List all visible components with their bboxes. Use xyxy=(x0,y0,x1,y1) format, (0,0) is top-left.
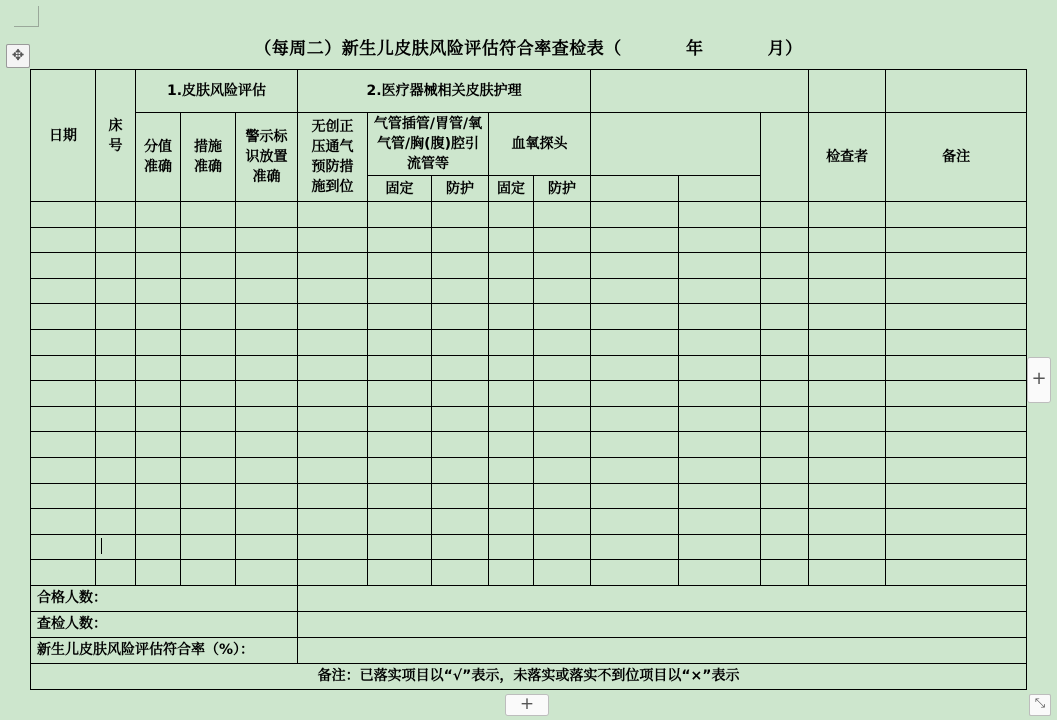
table-cell[interactable] xyxy=(236,381,298,407)
header-tubes: 气管插管/胃管/氧气管/胸(腹)腔引流管等 xyxy=(368,113,489,176)
table-cell[interactable] xyxy=(298,560,368,586)
table-cell[interactable] xyxy=(591,509,679,535)
table-row xyxy=(31,432,1027,458)
table-cell[interactable] xyxy=(181,381,236,407)
table-cell[interactable] xyxy=(432,534,489,560)
table-cell[interactable] xyxy=(136,202,181,228)
table-cell[interactable] xyxy=(679,406,761,432)
table-cell[interactable] xyxy=(298,432,368,458)
table-cell[interactable] xyxy=(886,227,1027,253)
table-cell[interactable] xyxy=(534,329,591,355)
table-cell[interactable] xyxy=(181,560,236,586)
table-cell[interactable] xyxy=(96,329,136,355)
table-cell[interactable] xyxy=(432,381,489,407)
table-cell[interactable] xyxy=(31,329,96,355)
table-cell[interactable] xyxy=(591,202,679,228)
header-score-accurate: 分值准确 xyxy=(136,113,181,202)
table-cell[interactable] xyxy=(489,355,534,381)
table-cell[interactable] xyxy=(298,304,368,330)
table-cell[interactable] xyxy=(809,355,886,381)
table-cell[interactable] xyxy=(368,560,432,586)
table-cell[interactable] xyxy=(591,304,679,330)
table-cell[interactable] xyxy=(96,457,136,483)
table-cell[interactable] xyxy=(534,432,591,458)
table-cell[interactable] xyxy=(432,202,489,228)
table-cell[interactable] xyxy=(886,304,1027,330)
table-cell[interactable] xyxy=(591,329,679,355)
table-cell[interactable] xyxy=(591,483,679,509)
table-cell[interactable] xyxy=(96,432,136,458)
table-cell[interactable] xyxy=(96,381,136,407)
table-row xyxy=(31,329,1027,355)
table-row xyxy=(31,483,1027,509)
table-cell[interactable] xyxy=(96,227,136,253)
table-cell[interactable] xyxy=(809,329,886,355)
table-cell[interactable] xyxy=(181,406,236,432)
qualified-count-value[interactable] xyxy=(298,585,1027,611)
table-cell[interactable] xyxy=(96,483,136,509)
table-cell[interactable] xyxy=(31,278,96,304)
table-row xyxy=(31,381,1027,407)
table-cell[interactable] xyxy=(761,483,809,509)
table-cell[interactable] xyxy=(886,355,1027,381)
table-cell[interactable] xyxy=(886,560,1027,586)
table-cell[interactable] xyxy=(591,278,679,304)
table-cell[interactable] xyxy=(886,381,1027,407)
table-cell[interactable] xyxy=(368,355,432,381)
table-cell[interactable] xyxy=(679,202,761,228)
table-cell[interactable] xyxy=(96,278,136,304)
table-cell[interactable] xyxy=(236,304,298,330)
table-cell[interactable] xyxy=(31,483,96,509)
text-cursor xyxy=(101,538,102,554)
table-cell[interactable] xyxy=(136,432,181,458)
table-cell[interactable] xyxy=(136,560,181,586)
table-cell[interactable] xyxy=(181,278,236,304)
table-cell[interactable] xyxy=(31,534,96,560)
table-cell[interactable] xyxy=(432,227,489,253)
table-cell[interactable] xyxy=(368,483,432,509)
table-cell[interactable] xyxy=(96,560,136,586)
table-cell[interactable] xyxy=(679,329,761,355)
table-cell[interactable] xyxy=(591,227,679,253)
add-column-plus-icon[interactable]: + xyxy=(1027,357,1051,403)
table-cell[interactable] xyxy=(591,253,679,279)
table-cell[interactable] xyxy=(761,253,809,279)
table-cell[interactable] xyxy=(761,304,809,330)
header-ncpap: 无创正压通气预防措施到位 xyxy=(298,113,368,202)
table-cell[interactable] xyxy=(181,534,236,560)
table-cell[interactable] xyxy=(886,278,1027,304)
table-cell[interactable] xyxy=(534,227,591,253)
compliance-rate-label: 新生儿皮肤风险评估符合率（%）： xyxy=(31,637,298,663)
checklist-table xyxy=(30,69,1027,690)
footer-note: 备注：已落实项目以“√”表示，未落实或落实不到位项目以“×”表示 xyxy=(31,663,1027,689)
table-cell[interactable] xyxy=(591,432,679,458)
table-cell[interactable] xyxy=(534,483,591,509)
table-cell[interactable] xyxy=(31,560,96,586)
table-cell[interactable] xyxy=(534,534,591,560)
table-cell[interactable] xyxy=(886,457,1027,483)
table-cell[interactable] xyxy=(489,406,534,432)
table-cell[interactable] xyxy=(534,509,591,535)
table-cell[interactable] xyxy=(96,509,136,535)
table-cell[interactable] xyxy=(591,355,679,381)
table-cell[interactable] xyxy=(368,329,432,355)
table-cell[interactable] xyxy=(432,457,489,483)
table-cell[interactable] xyxy=(181,483,236,509)
table-cell[interactable] xyxy=(368,304,432,330)
blank-header-cell xyxy=(591,113,761,176)
header-bed: 床号 xyxy=(96,70,136,202)
table-cell[interactable] xyxy=(886,253,1027,279)
table-cell[interactable] xyxy=(31,253,96,279)
header-measure-accurate: 措施准确 xyxy=(181,113,236,202)
blank-header-cell xyxy=(591,70,809,113)
table-cell[interactable] xyxy=(31,355,96,381)
table-cell[interactable] xyxy=(489,227,534,253)
table-cell[interactable] xyxy=(31,432,96,458)
table-cell[interactable] xyxy=(181,509,236,535)
table-cell[interactable] xyxy=(136,534,181,560)
table-cell[interactable] xyxy=(236,457,298,483)
table-cell[interactable] xyxy=(136,483,181,509)
table-cell[interactable] xyxy=(679,432,761,458)
table-cell[interactable] xyxy=(534,278,591,304)
table-cell[interactable] xyxy=(298,202,368,228)
table-cell[interactable] xyxy=(298,253,368,279)
table-cell[interactable] xyxy=(298,483,368,509)
table-cell[interactable] xyxy=(886,509,1027,535)
table-cell[interactable] xyxy=(489,202,534,228)
table-cell[interactable] xyxy=(432,432,489,458)
table-cell[interactable] xyxy=(136,304,181,330)
table-cell[interactable] xyxy=(534,381,591,407)
blank-header-cell xyxy=(761,113,809,202)
table-cell[interactable] xyxy=(489,560,534,586)
table-cell[interactable] xyxy=(591,406,679,432)
header-spo2-probe: 血氧探头 xyxy=(489,113,591,176)
table-cell[interactable] xyxy=(679,304,761,330)
table-cell[interactable] xyxy=(761,509,809,535)
table-cell[interactable] xyxy=(489,381,534,407)
table-cell[interactable] xyxy=(534,304,591,330)
table-cell[interactable] xyxy=(809,227,886,253)
table-cell[interactable] xyxy=(489,432,534,458)
table-cell[interactable] xyxy=(181,355,236,381)
table-cell[interactable] xyxy=(534,355,591,381)
table-cell[interactable] xyxy=(591,381,679,407)
table-cell[interactable] xyxy=(181,253,236,279)
table-row xyxy=(31,278,1027,304)
header-checker: 检查者 xyxy=(809,113,886,202)
table-cell[interactable] xyxy=(236,202,298,228)
table-cell[interactable] xyxy=(489,329,534,355)
page-title: （每周二）新生儿皮肤风险评估符合率查检表（ 年 月） xyxy=(254,39,803,59)
table-cell[interactable] xyxy=(886,432,1027,458)
blank-header-cell xyxy=(679,176,761,202)
table-cell[interactable] xyxy=(96,355,136,381)
table-cell[interactable] xyxy=(534,560,591,586)
qualified-count-label: 合格人数： xyxy=(31,585,298,611)
table-cell[interactable] xyxy=(298,457,368,483)
table-cell[interactable] xyxy=(96,253,136,279)
table-resize-icon[interactable]: ⤡ xyxy=(1029,694,1051,716)
table-cell[interactable] xyxy=(761,278,809,304)
header-date: 日期 xyxy=(31,70,96,202)
table-cell[interactable] xyxy=(236,355,298,381)
table-cell[interactable] xyxy=(136,406,181,432)
table-cell[interactable] xyxy=(136,355,181,381)
table-cell[interactable] xyxy=(236,560,298,586)
table-cell[interactable] xyxy=(489,457,534,483)
table-cell[interactable] xyxy=(181,457,236,483)
table-cell[interactable] xyxy=(761,355,809,381)
table-row xyxy=(31,457,1027,483)
table-cell[interactable] xyxy=(298,406,368,432)
table-cell[interactable] xyxy=(136,509,181,535)
table-row xyxy=(31,304,1027,330)
table-cell[interactable] xyxy=(809,406,886,432)
table-cell[interactable] xyxy=(432,304,489,330)
checked-count-value[interactable] xyxy=(298,611,1027,637)
table-cell[interactable] xyxy=(679,227,761,253)
table-cell[interactable] xyxy=(679,278,761,304)
table-cell[interactable] xyxy=(761,329,809,355)
header-remarks: 备注 xyxy=(886,113,1027,202)
table-cell[interactable] xyxy=(31,304,96,330)
table-cell[interactable] xyxy=(489,278,534,304)
table-cell[interactable] xyxy=(591,560,679,586)
header-tube-fix: 固定 xyxy=(368,176,432,202)
table-cell[interactable] xyxy=(136,253,181,279)
table-row xyxy=(31,227,1027,253)
table-cell[interactable] xyxy=(31,381,96,407)
add-row-plus-icon[interactable]: + xyxy=(505,694,549,716)
table-cell[interactable] xyxy=(368,381,432,407)
header-tube-protect: 防护 xyxy=(432,176,489,202)
table-cell[interactable] xyxy=(432,509,489,535)
table-body xyxy=(31,70,1027,690)
table-cell[interactable] xyxy=(368,278,432,304)
table-row xyxy=(31,509,1027,535)
table-cell[interactable] xyxy=(761,534,809,560)
table-row xyxy=(31,253,1027,279)
table-cell[interactable] xyxy=(534,202,591,228)
table-cell[interactable] xyxy=(432,278,489,304)
blank-header-cell xyxy=(886,70,1027,113)
table-cell[interactable] xyxy=(236,227,298,253)
checklist-table-wrap xyxy=(30,69,1027,690)
blank-header-cell xyxy=(591,176,679,202)
table-cell[interactable] xyxy=(236,483,298,509)
table-cell[interactable] xyxy=(136,457,181,483)
checked-count-label: 查检人数： xyxy=(31,611,298,637)
table-cell[interactable] xyxy=(679,534,761,560)
table-cell[interactable] xyxy=(809,381,886,407)
table-cell[interactable] xyxy=(761,560,809,586)
table-cell[interactable] xyxy=(432,560,489,586)
table-cell[interactable] xyxy=(368,509,432,535)
table-cell[interactable] xyxy=(886,534,1027,560)
table-cell[interactable] xyxy=(298,329,368,355)
table-cell[interactable] xyxy=(489,509,534,535)
table-cell[interactable] xyxy=(761,457,809,483)
table-cell[interactable] xyxy=(236,534,298,560)
table-cell[interactable] xyxy=(679,560,761,586)
table-row xyxy=(31,560,1027,586)
table-cell[interactable] xyxy=(591,457,679,483)
table-cell[interactable] xyxy=(489,304,534,330)
table-cell[interactable] xyxy=(809,534,886,560)
table-cell[interactable] xyxy=(368,406,432,432)
header-warning-sign: 警示标识放置准确 xyxy=(236,113,298,202)
table-cell[interactable] xyxy=(761,202,809,228)
table-cell[interactable] xyxy=(489,534,534,560)
table-cell[interactable] xyxy=(368,202,432,228)
table-cell[interactable] xyxy=(368,534,432,560)
table-cell[interactable] xyxy=(31,202,96,228)
table-cell[interactable] xyxy=(96,304,136,330)
table-cell[interactable] xyxy=(809,253,886,279)
header-probe-fix: 固定 xyxy=(489,176,534,202)
table-cell[interactable] xyxy=(368,432,432,458)
table-cell[interactable] xyxy=(761,432,809,458)
table-row xyxy=(31,406,1027,432)
table-cell[interactable] xyxy=(298,355,368,381)
table-cell[interactable] xyxy=(298,278,368,304)
table-cell[interactable] xyxy=(886,483,1027,509)
table-cell[interactable] xyxy=(679,509,761,535)
table-cell[interactable] xyxy=(489,253,534,279)
table-cell[interactable] xyxy=(31,406,96,432)
page-corner-mark xyxy=(14,6,39,27)
table-cell[interactable] xyxy=(368,253,432,279)
table-cell[interactable] xyxy=(432,253,489,279)
table-cell[interactable] xyxy=(181,329,236,355)
table-cell[interactable] xyxy=(679,483,761,509)
header-skin-risk: 1.皮肤风险评估 xyxy=(136,70,298,113)
table-cell[interactable] xyxy=(31,457,96,483)
table-cell[interactable] xyxy=(236,432,298,458)
table-cell[interactable] xyxy=(368,227,432,253)
table-cell[interactable] xyxy=(679,355,761,381)
table-cell[interactable] xyxy=(432,483,489,509)
table-move-icon[interactable]: ✥ xyxy=(6,44,30,68)
table-cell[interactable] xyxy=(534,457,591,483)
table-cell[interactable] xyxy=(181,227,236,253)
table-cell[interactable] xyxy=(432,406,489,432)
table-cell[interactable] xyxy=(31,509,96,535)
table-cell[interactable] xyxy=(298,227,368,253)
blank-header-cell xyxy=(809,70,886,113)
compliance-rate-value[interactable] xyxy=(298,637,1027,663)
table-cell[interactable] xyxy=(96,202,136,228)
table-row xyxy=(31,534,1027,560)
table-cell[interactable] xyxy=(809,304,886,330)
table-cell[interactable] xyxy=(298,509,368,535)
table-row xyxy=(31,355,1027,381)
table-cell[interactable] xyxy=(236,253,298,279)
table-cell[interactable] xyxy=(298,534,368,560)
table-cell[interactable] xyxy=(432,329,489,355)
table-cell[interactable] xyxy=(534,253,591,279)
table-cell[interactable] xyxy=(236,329,298,355)
table-cell[interactable] xyxy=(136,227,181,253)
table-cell[interactable] xyxy=(368,457,432,483)
table-cell[interactable] xyxy=(809,202,886,228)
table-cell[interactable] xyxy=(534,406,591,432)
table-cell[interactable] xyxy=(809,432,886,458)
table-cell[interactable] xyxy=(31,227,96,253)
table-cell[interactable] xyxy=(136,329,181,355)
table-cell[interactable] xyxy=(96,406,136,432)
table-cell[interactable] xyxy=(236,406,298,432)
table-row xyxy=(31,202,1027,228)
table-cell[interactable] xyxy=(809,457,886,483)
table-cell[interactable] xyxy=(761,406,809,432)
table-cell[interactable] xyxy=(886,202,1027,228)
table-cell[interactable] xyxy=(236,509,298,535)
table-cell[interactable] xyxy=(679,253,761,279)
table-cell[interactable] xyxy=(809,560,886,586)
table-cell[interactable] xyxy=(809,509,886,535)
table-cell[interactable] xyxy=(432,355,489,381)
table-cell[interactable] xyxy=(136,278,181,304)
table-cell[interactable] xyxy=(679,457,761,483)
table-cell[interactable] xyxy=(489,483,534,509)
table-cell[interactable] xyxy=(236,278,298,304)
table-cell[interactable] xyxy=(886,329,1027,355)
table-cell[interactable] xyxy=(181,432,236,458)
table-cell[interactable] xyxy=(809,483,886,509)
table-cell[interactable] xyxy=(136,381,181,407)
table-cell[interactable] xyxy=(591,534,679,560)
table-cell[interactable] xyxy=(761,381,809,407)
table-cell[interactable] xyxy=(298,381,368,407)
table-cell[interactable] xyxy=(886,406,1027,432)
table-cell[interactable] xyxy=(181,202,236,228)
table-cell[interactable] xyxy=(761,227,809,253)
table-cell[interactable] xyxy=(181,304,236,330)
header-device-care: 2.医疗器械相关皮肤护理 xyxy=(298,70,591,113)
table-cell[interactable] xyxy=(809,278,886,304)
header-probe-protect: 防护 xyxy=(534,176,591,202)
table-cell[interactable] xyxy=(679,381,761,407)
